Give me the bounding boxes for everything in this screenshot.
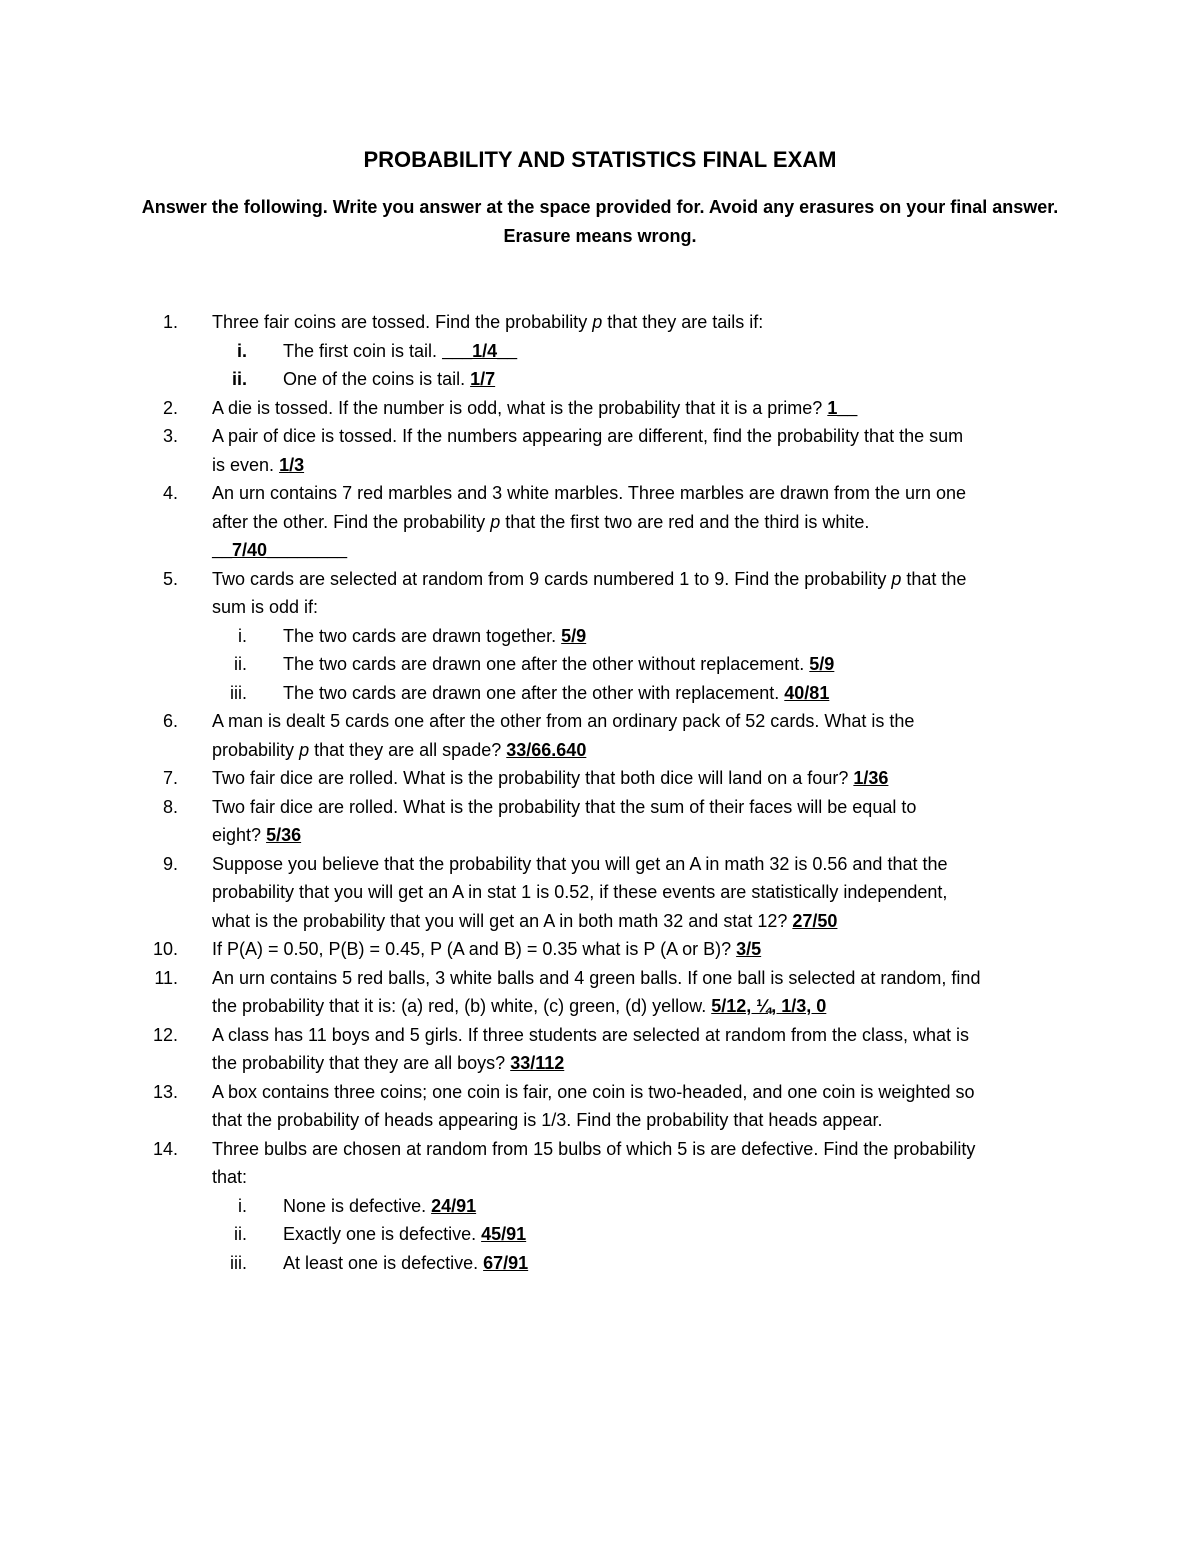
question-line [0, 821, 1200, 850]
question-number: 4. [162, 483, 178, 503]
question-number: 13. [152, 1081, 178, 1102]
subquestion-body: The two cards are drawn one after the other without replacement. [283, 654, 805, 674]
question-number: 11. [154, 967, 178, 988]
question-list [0, 308, 1200, 1277]
answer: 33/66.640 [506, 739, 587, 760]
answer: 24/91 [431, 1195, 477, 1216]
subquestion-label: i. [238, 1195, 247, 1216]
answer: 5/12, ¼, 1/3, 0 [711, 996, 827, 1016]
question-number: 10. [152, 939, 178, 959]
answer: 33/112 [510, 1053, 565, 1073]
question-number: 8. [162, 796, 178, 817]
question-text: A man is dealt 5 cards one after the other from an ordinary pack of 52 cards. What is the [212, 711, 915, 731]
question-line [0, 850, 1200, 879]
question-line [0, 736, 1200, 765]
answer: 67/91 [483, 1252, 529, 1273]
question-text: that: [212, 1167, 248, 1187]
subquestion-text [283, 622, 586, 651]
variable-p: p [299, 739, 310, 760]
subquestion-body: The two cards are drawn one after the other with replacement. [283, 682, 780, 703]
subquestion-label: ii. [234, 654, 247, 674]
question-text: Three bulbs are chosen at random from 15 bulbs of which 5 is are defective. Find the probability [212, 1138, 976, 1159]
question-number: 9. [162, 853, 178, 874]
subquestion-label: i. [238, 625, 247, 646]
subquestion-text [283, 1192, 476, 1221]
question-text: A die is tossed. If the number is odd, what is the probability that it is a prime? 1__ [212, 397, 858, 418]
question-number: 1. [162, 312, 178, 332]
question-text: A pair of dice is tossed. If the numbers appearing are different, find the probability that the sum [212, 426, 964, 446]
subquestion-body: Exactly one is defective. [283, 1224, 477, 1244]
question-text: An urn contains 7 red marbles and 3 white marbles. Three marbles are drawn from the urn one [212, 483, 967, 503]
subquestion-body: The two cards are drawn together. [283, 625, 557, 646]
question-line [0, 907, 1200, 936]
question-line [0, 707, 1200, 736]
question-line [0, 1049, 1200, 1078]
question-line [0, 764, 1200, 793]
question-line [0, 1163, 1200, 1192]
question-line [0, 1135, 1200, 1164]
subquestion-body: At least one is defective. [283, 1252, 479, 1273]
question-text: Two cards are selected at random from 9 cards numbered 1 to 9. Find the probability p that the [212, 568, 967, 589]
answer: ___1/4__ [442, 340, 518, 361]
question-line [0, 992, 1200, 1021]
answer: 1__ [827, 397, 858, 418]
question-text: what is the probability that you will get an A in both math 32 and stat 12? 27/50 [212, 910, 838, 931]
question-number: 2. [162, 397, 178, 418]
subquestion-text [283, 679, 829, 708]
instructions: Answer the following. Write you answer at the space provided for. Avoid any erasures on your final answer. Erasure means wrong. [141, 197, 1059, 246]
answer: 5/36 [266, 825, 302, 845]
subquestion-line [0, 1220, 1200, 1249]
answer: __7/40________ [212, 540, 348, 560]
question-text: eight? 5/36 [212, 825, 302, 845]
subquestion-line [0, 337, 1200, 366]
subquestion-text [283, 1220, 526, 1249]
subquestion-line [0, 1192, 1200, 1221]
question-line [0, 593, 1200, 622]
question-line [0, 964, 1200, 993]
question-number: 3. [162, 426, 178, 446]
question-text: An urn contains 5 red balls, 3 white balls and 4 green balls. If one ball is selected at random, find [212, 967, 981, 988]
subquestion-line [0, 622, 1200, 651]
question-line [0, 451, 1200, 480]
question-text: If P(A) = 0.50, P(B) = 0.45, P (A and B) = 0.35 what is P (A or B)? 3/5 [212, 939, 762, 959]
answer: 3/5 [736, 939, 762, 959]
subquestion-label: ii. [231, 369, 247, 389]
question-line [0, 935, 1200, 964]
question-text: after the other. Find the probability p that the first two are red and the third is white. [212, 511, 870, 532]
answer: 5/9 [561, 625, 587, 646]
subquestion-line [0, 650, 1200, 679]
question-text [212, 536, 347, 565]
subquestion-line [0, 365, 1200, 394]
question-line [0, 479, 1200, 508]
subquestion-text [283, 337, 517, 366]
subquestion-line [0, 1249, 1200, 1278]
question-line [0, 394, 1200, 423]
subquestion-text [283, 365, 495, 394]
answer: 40/81 [784, 682, 830, 703]
question-text: A box contains three coins; one coin is fair, one coin is two-headed, and one coin is weighted so [212, 1081, 975, 1102]
question-line [0, 422, 1200, 451]
answer: 45/91 [481, 1224, 527, 1244]
question-number: 5. [162, 568, 178, 589]
question-text: Three fair coins are tossed. Find the probability p that they are tails if: [212, 312, 764, 332]
page-title: PROBABILITY AND STATISTICS FINAL EXAM [363, 147, 837, 172]
question-text: probability p that they are all spade? 33/66.640 [212, 739, 587, 760]
question-number: 12. [152, 1024, 178, 1045]
subquestion-label: iii. [230, 1252, 247, 1273]
answer: 1/36 [853, 768, 889, 788]
question-line [0, 1078, 1200, 1107]
question-number: 14. [152, 1138, 178, 1159]
question-line [0, 536, 1200, 565]
question-line [0, 308, 1200, 337]
variable-p: p [891, 568, 902, 589]
variable-p: p [490, 511, 501, 532]
answer: 1/3 [279, 454, 305, 475]
question-line [0, 565, 1200, 594]
answer: 1/7 [470, 369, 496, 389]
question-text: is even. 1/3 [212, 454, 305, 475]
subquestion-text [283, 1249, 528, 1278]
subquestion-label: i. [236, 340, 247, 361]
question-number: 6. [162, 711, 178, 731]
subquestion-line [0, 679, 1200, 708]
question-line [0, 793, 1200, 822]
question-text: Two fair dice are rolled. What is the probability that both dice will land on a four? 1/36 [212, 768, 889, 788]
question-line [0, 878, 1200, 907]
question-text: Suppose you believe that the probability that you will get an A in math 32 is 0.56 and that the [212, 853, 948, 874]
question-text: A class has 11 boys and 5 girls. If three students are selected at random from the class, what is [212, 1024, 970, 1045]
answer: 5/9 [809, 654, 835, 674]
question-text: sum is odd if: [212, 597, 319, 617]
question-line [0, 1021, 1200, 1050]
question-line [0, 508, 1200, 537]
question-line [0, 1106, 1200, 1135]
subquestion-body: None is defective. [283, 1195, 427, 1216]
question-text: the probability that it is: (a) red, (b) white, (c) green, (d) yellow. 5/12, ¼, 1/3, 0 [212, 996, 827, 1016]
subquestion-text [283, 650, 834, 679]
question-text: probability that you will get an A in stat 1 is 0.52, if these events are statistically independent, [212, 882, 948, 902]
subquestion-label: iii. [230, 682, 247, 703]
variable-p: p [592, 312, 603, 332]
question-text: that the probability of heads appearing is 1/3. Find the probability that heads appear. [212, 1110, 883, 1130]
answer: 27/50 [792, 910, 838, 931]
subquestion-body: One of the coins is tail. [283, 369, 466, 389]
question-number: 7. [162, 768, 178, 788]
question-text: Two fair dice are rolled. What is the probability that the sum of their faces will be equal to [212, 796, 917, 817]
subquestion-body: The first coin is tail. [283, 340, 438, 361]
question-text: the probability that they are all boys? 33/112 [212, 1053, 565, 1073]
subquestion-label: ii. [234, 1224, 247, 1244]
